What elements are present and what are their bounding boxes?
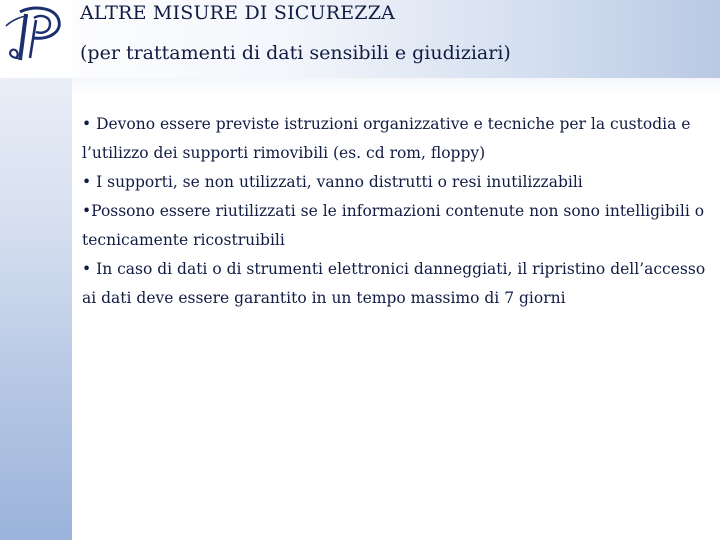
header-divider [0,78,720,96]
monogram-logo-icon [0,0,72,72]
bullet-item: • Devono essere previste istruzioni organizzative e tecniche per la custodia e l’utilizzo dei supporti rimovibili (es. cd rom, floppy) [82,115,691,162]
bullet-item: • In caso di dati o di strumenti elettronici danneggiati, il ripristino dell’accesso ai dati deve essere garantito in un tempo massimo di 7 giorni [82,260,706,307]
side-stripe [0,78,72,540]
slide-subtitle: (per trattamenti di dati sensibili e giudiziari) [80,42,511,64]
slide-title: ALTRE MISURE DI SICUREZZA [80,2,396,24]
bullet-item: •Possono essere riutilizzati se le informazioni contenute non sono intelligibili o tecnicamente ricostruibili [82,202,705,249]
bullet-list [82,110,710,313]
bullet-item: • I supporti, se non utilizzati, vanno distrutti o resi inutilizzabili [82,173,583,191]
